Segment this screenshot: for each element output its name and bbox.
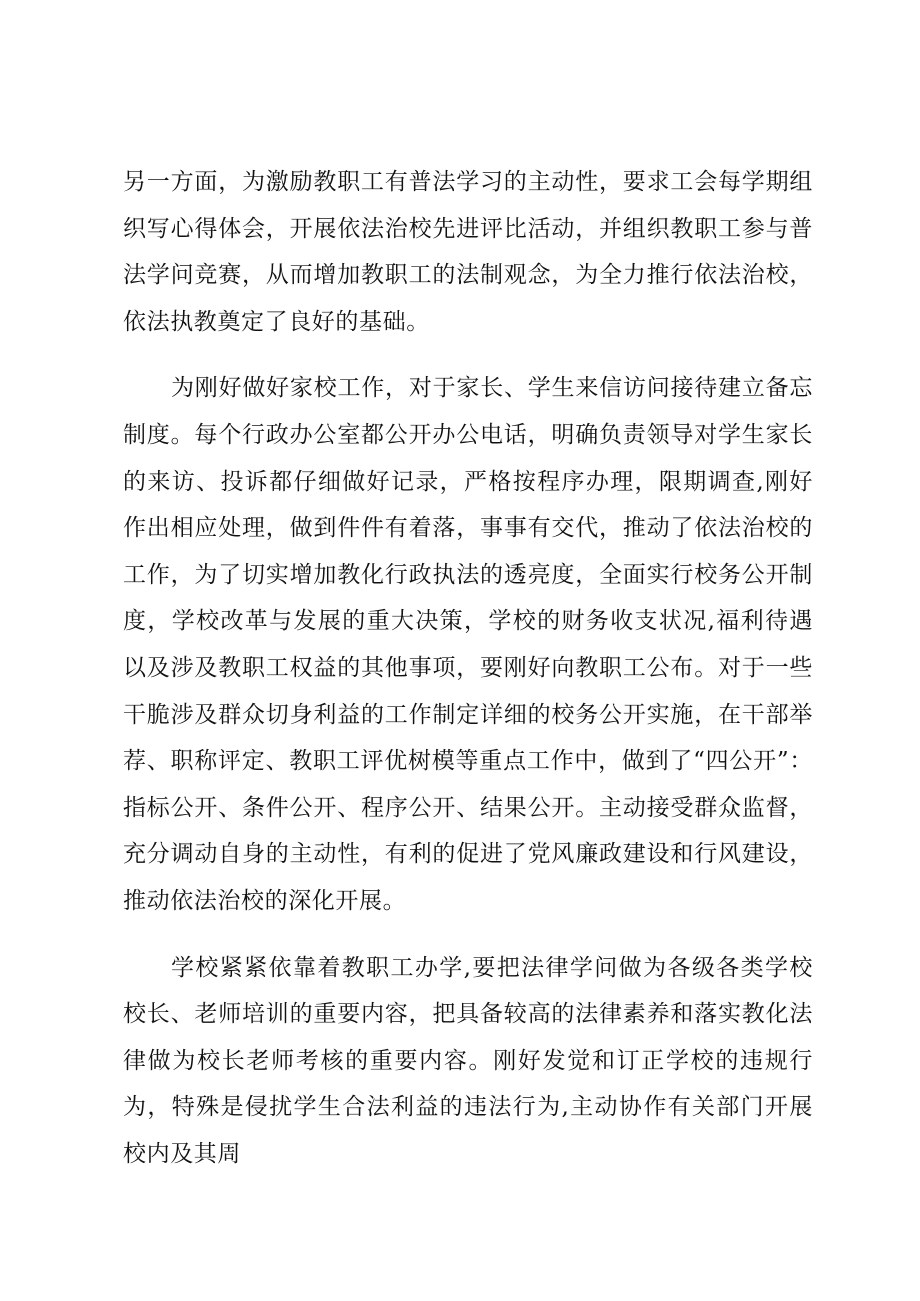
paragraph-1: 另一方面，为激励教职工有普法学习的主动性，要求工会每学期组织写心得体会，开展依法治校先进评比活动，并组织教职工参与普法学问竞赛，从而增加教职工的法制观念，为全力推行依法治校，依法执教奠定了良好的基础。 <box>123 169 813 335</box>
document-body <box>123 159 813 1177</box>
paragraph-2: 为刚好做好家校工作，对于家长、学生来信访问接待建立备忘制度。每个行政办公室都公开办公电话，明确负责领导对学生家长的来访、投诉都仔细做好记录，严格按程序办理，限期调查,刚好作出相应处理，做到件件有着落，事事有交代，推动了依法治校的工作，为了切实增加教化行政执法的透亮度，全面实行校务公开制度，学校改革与发展的重大决策，学校的财务收支状况,福利待遇以及涉及教职工权益的其他事项，要刚好向教职工公布。对于一些干脆涉及群众切身利益的工作制定详细的校务公开实施，在干部举荐、职称评定、教职工评优树模等重点工作中，做到了“四公开”：指标公开、条件公开、程序公开、结果公开。主动接受群众监督，充分调动自身的主动性，有利的促进了党风廉政建设和行风建设，推动依法治校的深化开展。 <box>123 375 813 914</box>
paragraph-3: 学校紧紧依靠着教职工办学,要把法律学问做为各级各类学校校长、老师培训的重要内容，把具备较高的法律素养和落实教化法律做为校长老师考核的重要内容。刚好发觉和订正学校的违规行为，特殊是侵扰学生合法利益的违法行为,主动协作有关部门开展校内及其周 <box>123 954 813 1167</box>
